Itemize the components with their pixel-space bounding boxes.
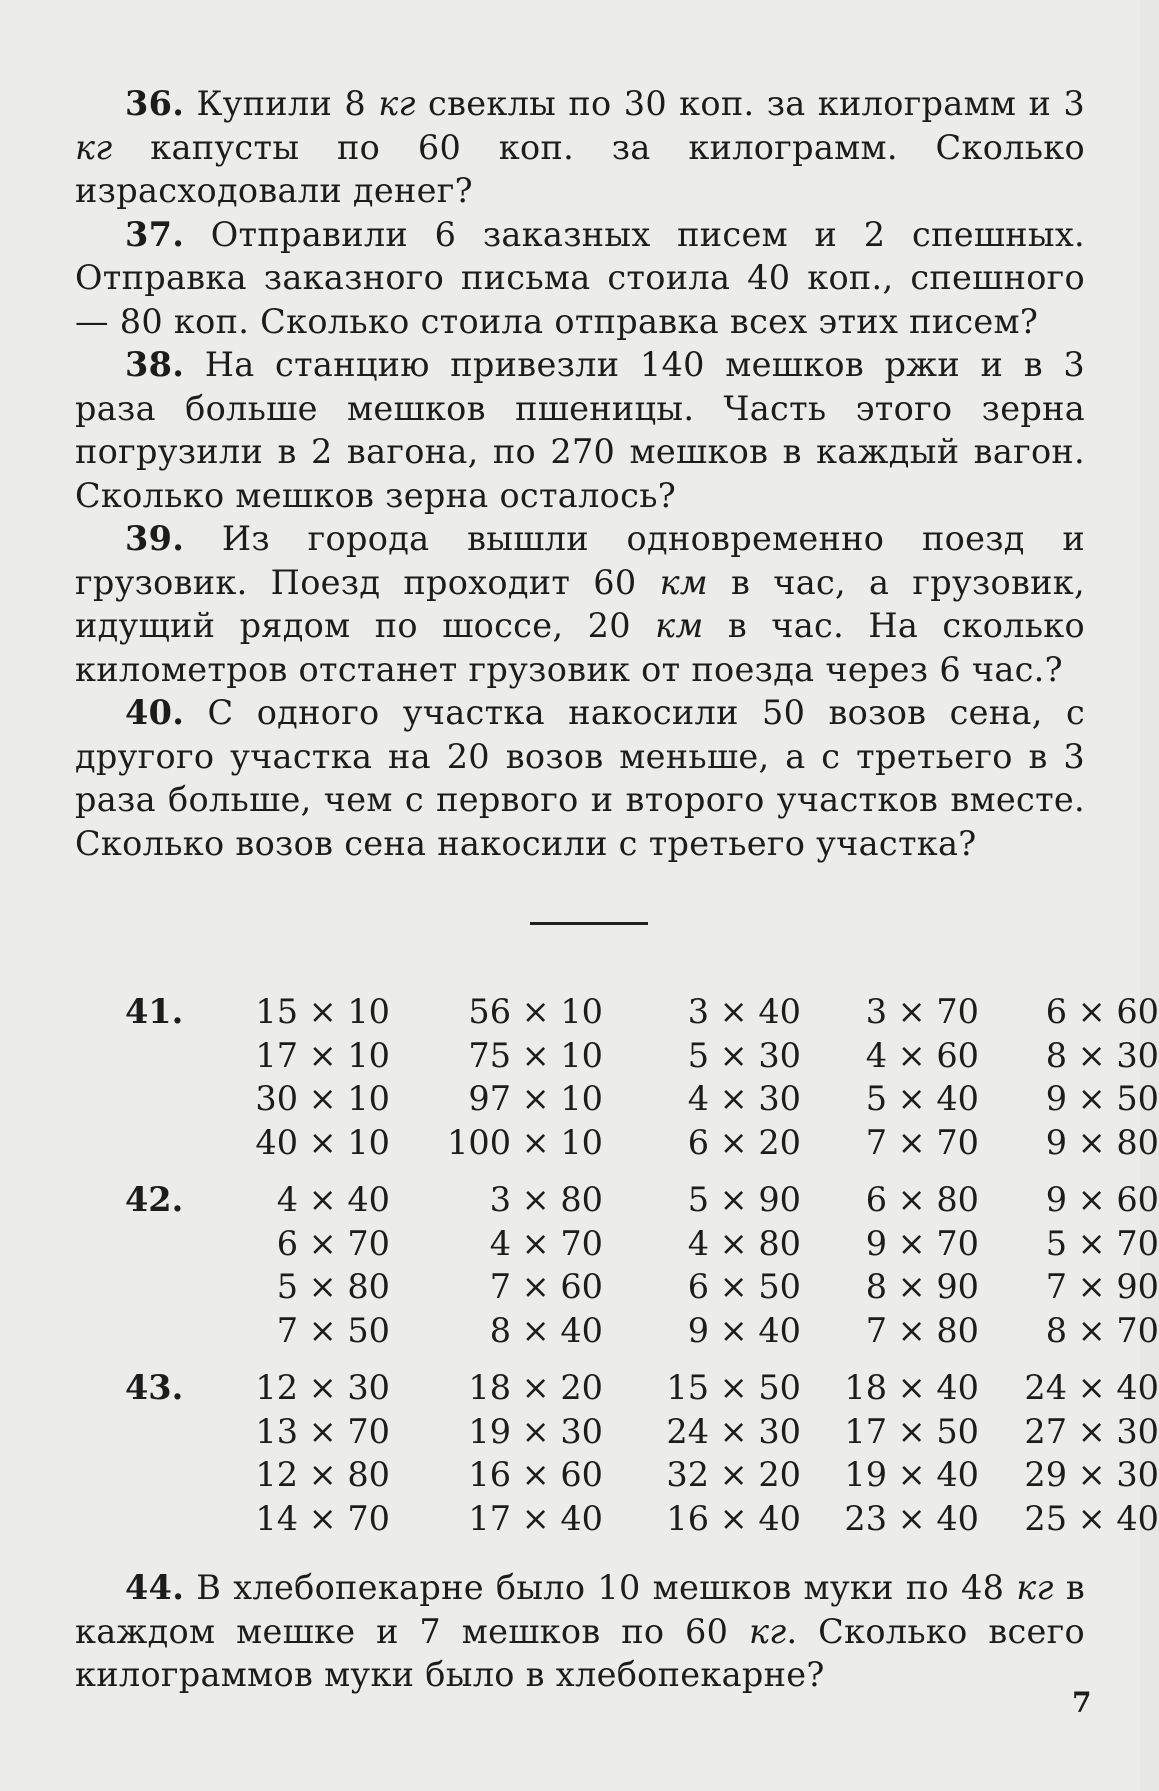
multiplication-item: 14 × 70 — [255, 1498, 390, 1538]
multiplication-item: 7 × 60 — [489, 1267, 603, 1306]
exercise-row — [125, 1121, 1159, 1165]
problem-text: в час. На сколько километров отстанет грузовик от поезда через 6 час.? — [75, 606, 1086, 689]
multiplication-item: 17 × 10 — [255, 1035, 390, 1075]
multiplication-item: 9 × 60 — [1045, 1180, 1159, 1219]
exercise-group — [125, 1178, 1159, 1352]
problem-text: В хлебопекарне было 10 мешков муки по 48 — [196, 1568, 1017, 1607]
multiplication-item: 25 × 40 — [1024, 1498, 1159, 1538]
problem-44 — [75, 1566, 1085, 1697]
exercise-row — [125, 1178, 1159, 1222]
multiplication-item: 24 × 30 — [666, 1411, 801, 1451]
multiplication-item: 7 × 70 — [865, 1122, 979, 1162]
unit-kg: кг — [748, 1611, 787, 1651]
problem-text: . Сколько всего килограммов муки было в хлебопекарне? — [75, 1611, 1086, 1694]
exercise-number — [125, 1121, 195, 1165]
problems-top-section — [75, 82, 1085, 865]
multiplication-item: 5 × 90 — [687, 1180, 801, 1219]
multiplication-item: 24 × 40 — [1024, 1368, 1159, 1407]
page-number: 7 — [1072, 1686, 1092, 1719]
multiplication-item: 9 × 70 — [865, 1223, 979, 1263]
multiplication-item: 17 × 50 — [844, 1411, 979, 1451]
multiplication-item: 40 × 10 — [255, 1122, 390, 1162]
multiplication-item: 32 × 20 — [666, 1455, 801, 1494]
problem-text: в час, а грузовик, идущий рядом по шоссе, 20 — [75, 562, 1085, 645]
multiplication-item: 19 × 30 — [468, 1411, 603, 1451]
exercise-row — [125, 1366, 1159, 1410]
exercise-group — [125, 990, 1159, 1164]
exercise-number: 41. — [125, 992, 184, 1031]
unit-km: км — [655, 606, 704, 645]
problem-text: капусты по 60 коп. за килограмм. Сколько израсходовали денег? — [75, 127, 1085, 210]
multiplication-item: 9 × 40 — [687, 1310, 801, 1350]
exercise-row — [125, 1077, 1159, 1121]
multiplication-item: 18 × 20 — [468, 1368, 603, 1407]
exercise-number: 42. — [125, 1180, 184, 1219]
problem-text: На станцию привезли 140 мешков ржи и в 3 раза больше мешков пшеницы. Часть этого зерна погрузили в 2 вагона, по 270 мешков в каждый вагон. Сколько мешков зерна осталось? — [75, 345, 1086, 515]
multiplication-item: 5 × 30 — [687, 1035, 801, 1075]
multiplication-item: 97 × 10 — [468, 1079, 603, 1118]
problem-text: Купили 8 — [196, 84, 379, 123]
multiplication-item: 4 × 60 — [865, 1035, 979, 1075]
multiplication-item: 7 × 50 — [276, 1310, 390, 1350]
multiplication-item: 6 × 80 — [865, 1180, 979, 1219]
multiplication-item: 8 × 90 — [865, 1267, 979, 1306]
exercise-row — [125, 990, 1159, 1034]
exercise-group — [125, 1366, 1159, 1540]
problem-37 — [75, 213, 1085, 344]
exercise-row — [125, 1309, 1159, 1353]
problem-text: в каждом мешке и 7 мешков по 60 — [75, 1568, 1086, 1651]
exercise-number — [125, 1410, 195, 1454]
unit-km: км — [659, 562, 708, 602]
multiplication-item: 3 × 40 — [687, 992, 801, 1031]
multiplication-item: 29 × 30 — [1024, 1455, 1159, 1494]
multiplication-item: 16 × 40 — [666, 1498, 801, 1538]
problem-39 — [75, 517, 1085, 691]
multiplication-item: 75 × 10 — [468, 1035, 603, 1075]
problem-number: 39. — [125, 519, 185, 558]
exercise-number — [125, 1222, 195, 1266]
multiplication-item: 12 × 30 — [255, 1368, 390, 1407]
multiplication-item: 18 × 40 — [844, 1368, 979, 1407]
multiplication-item: 13 × 70 — [255, 1411, 390, 1451]
exercise-row — [125, 1034, 1159, 1078]
multiplication-item: 15 × 10 — [255, 992, 390, 1031]
problem-number: 44. — [125, 1568, 185, 1607]
multiplication-item: 3 × 80 — [489, 1180, 603, 1219]
multiplication-item: 17 × 40 — [468, 1498, 603, 1538]
multiplication-item: 8 × 70 — [1045, 1310, 1159, 1350]
multiplication-item: 5 × 70 — [1045, 1223, 1159, 1263]
problem-number: 37. — [125, 214, 185, 254]
multiplication-item: 7 × 90 — [1045, 1267, 1159, 1306]
multiplication-item: 27 × 30 — [1024, 1411, 1159, 1451]
exercise-number — [125, 1497, 195, 1541]
problem-text: свеклы по 30 коп. за килограмм и 3 — [415, 84, 1085, 123]
exercise-row — [125, 1265, 1159, 1309]
problem-text: Из города вышли одновременно поезд и грузовик. Поезд проходит 60 — [75, 519, 1086, 602]
multiplication-item: 6 × 60 — [1045, 992, 1159, 1031]
exercise-number: 43. — [125, 1368, 184, 1407]
multiplication-item: 16 × 60 — [468, 1455, 603, 1494]
problem-38 — [75, 343, 1085, 517]
exercise-number — [125, 1034, 195, 1078]
unit-kg: кг — [75, 127, 113, 167]
exercise-number — [125, 1077, 195, 1121]
multiplication-item: 9 × 80 — [1045, 1122, 1159, 1162]
multiplication-item: 4 × 70 — [489, 1223, 603, 1263]
exercise-number — [125, 1453, 195, 1497]
exercise-row — [125, 1453, 1159, 1497]
unit-kg: кг — [378, 84, 416, 123]
multiplication-item: 4 × 80 — [687, 1223, 801, 1263]
exercise-number — [125, 1265, 195, 1309]
multiplication-item: 4 × 40 — [276, 1180, 390, 1219]
problem-44-section — [75, 1566, 1085, 1697]
multiplication-item: 6 × 20 — [687, 1122, 801, 1162]
problem-number: 36. — [125, 84, 185, 123]
problem-text: С одного участка накосили 50 возов сена, с другого участка на 20 возов меньше, а с третьего в 3 раза больше, чем с первого и второго участков вместе. Сколько возов сена накосили с третьего участка? — [75, 693, 1086, 863]
multiplication-item: 19 × 40 — [844, 1455, 979, 1494]
exercise-number — [125, 1309, 195, 1353]
multiplication-item: 8 × 40 — [489, 1310, 603, 1350]
multiplication-exercises — [125, 990, 1159, 1540]
multiplication-item: 56 × 10 — [468, 992, 603, 1031]
unit-kg: кг — [1016, 1568, 1054, 1607]
multiplication-item: 5 × 80 — [276, 1267, 390, 1306]
multiplication-item: 30 × 10 — [255, 1079, 390, 1118]
multiplication-item: 3 × 70 — [865, 992, 979, 1031]
exercise-row — [125, 1410, 1159, 1454]
section-divider — [530, 922, 648, 925]
multiplication-item: 6 × 50 — [687, 1267, 801, 1306]
multiplication-item: 5 × 40 — [865, 1079, 979, 1118]
multiplication-item: 7 × 80 — [865, 1310, 979, 1350]
multiplication-item: 4 × 30 — [687, 1079, 801, 1118]
multiplication-item: 15 × 50 — [666, 1368, 801, 1407]
multiplication-item: 8 × 30 — [1045, 1035, 1159, 1075]
problem-text: Отправили 6 заказных писем и 2 спешных. Отправка заказного письма стоила 40 коп., спешного — 80 коп. Сколько стоила отправка всех этих писем? — [75, 214, 1085, 341]
multiplication-item: 23 × 40 — [844, 1498, 979, 1538]
exercise-row — [125, 1497, 1159, 1541]
multiplication-item: 100 × 10 — [447, 1122, 603, 1162]
exercise-row — [125, 1222, 1159, 1266]
multiplication-item: 12 × 80 — [255, 1455, 390, 1494]
problem-40 — [75, 691, 1085, 865]
multiplication-item: 6 × 70 — [276, 1223, 390, 1263]
problem-36 — [75, 82, 1085, 213]
problem-number: 40. — [125, 693, 185, 732]
problem-number: 38. — [125, 345, 185, 384]
multiplication-item: 9 × 50 — [1045, 1079, 1159, 1118]
